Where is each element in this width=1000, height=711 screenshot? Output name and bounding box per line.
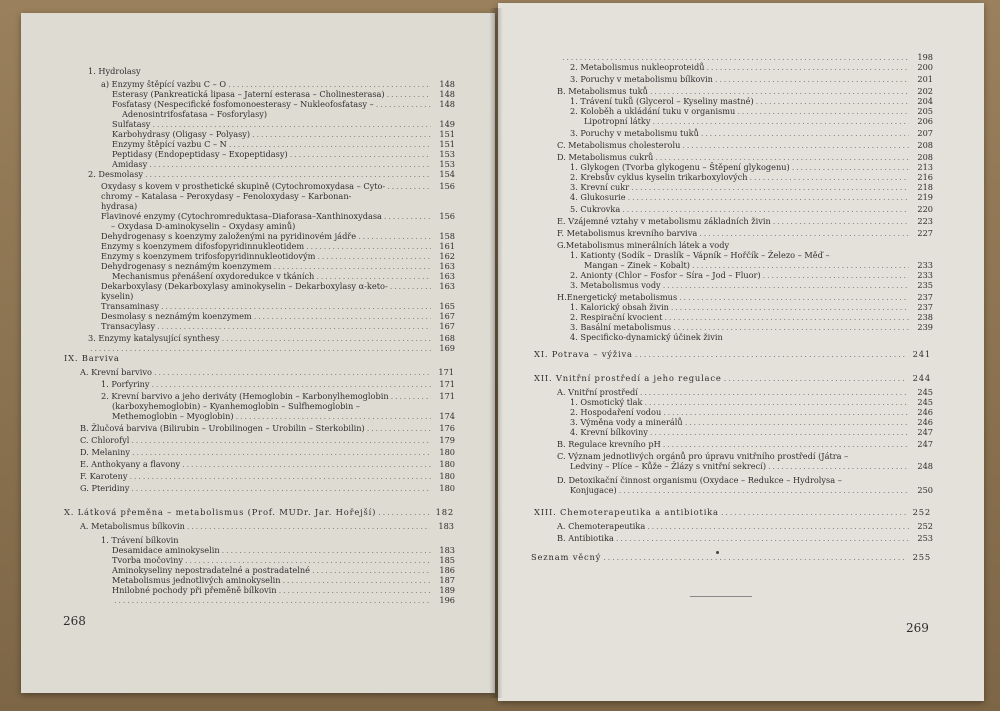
dot-leader — [378, 508, 430, 518]
toc-entry-page: 246 — [917, 417, 933, 427]
toc-entry-title: Mangan – Zinek – Kobalt) — [584, 260, 690, 270]
toc-entry-page: 163 — [439, 271, 455, 281]
toc-entry-page: 248 — [917, 461, 933, 471]
toc-entry-title: Tvorba močoviny — [112, 555, 184, 565]
dot-leader — [384, 212, 431, 222]
dot-leader — [279, 586, 431, 596]
toc-entry-page: 233 — [917, 270, 933, 280]
toc-entry-title: A. Krevní barvivo — [80, 367, 152, 377]
toc-entry-page: 171 — [439, 391, 455, 401]
end-rule — [690, 596, 752, 597]
toc-entry-page: 218 — [917, 182, 933, 192]
dot-leader — [707, 63, 909, 73]
toc-entry-title: Dehydrogenasy s neznámým koenzymem — [101, 261, 272, 271]
toc-entry — [101, 322, 455, 332]
toc-entry-title: Karbohydrasy (Oligasy – Polyasy) — [112, 129, 251, 139]
toc-entry-title: XI. Potrava – výživa — [534, 349, 633, 359]
toc-entry-title: Desamidace aminokyselin — [112, 545, 220, 555]
dot-leader — [154, 368, 430, 378]
toc-entry-title: H.Energetický metabolismus — [557, 292, 678, 302]
toc-entry-title: Methemoglobin – Myoglobin) — [112, 411, 234, 421]
toc-entry-page: 244 — [912, 373, 931, 383]
toc-entry-page: 151 — [439, 129, 455, 139]
toc-entry-page: 179 — [439, 435, 455, 445]
dot-leader — [358, 232, 431, 242]
toc-entry-page: 245 — [917, 397, 933, 407]
toc-entry-title: Enzymy s koenzymem trifosfopyridinnukleotidovým — [101, 251, 316, 261]
dot-leader — [631, 183, 909, 193]
toc-entry-page: 245 — [917, 387, 933, 397]
toc-entry-title: Aminokyseliny nepostradatelné a postradatelné — [112, 565, 310, 575]
dot-leader — [114, 596, 431, 606]
toc-entry-page: 148 — [439, 89, 455, 99]
toc-entry-title: 1. Kationty (Sodík – Draslík – Vápník – Hořčík – Železo – Měď – — [570, 250, 830, 260]
dot-leader — [390, 282, 431, 292]
toc-entry-page: 238 — [917, 312, 933, 322]
toc-entry-title: Hnilobné pochody při přeměně bílkovin — [112, 585, 277, 595]
toc-entry-title: B. Antibiotika — [557, 533, 614, 543]
dot-leader — [131, 484, 431, 494]
dot-leader — [628, 193, 909, 203]
dot-leader — [152, 380, 431, 390]
dot-leader — [622, 205, 909, 215]
toc-entry-page: 247 — [917, 427, 933, 437]
toc-entry-page: 223 — [917, 216, 933, 226]
toc-entry-page: 171 — [438, 367, 454, 377]
toc-entry-title: Ledviny – Plíce – Kůže – Žlázy s vnitřní sekrecí) — [570, 461, 767, 471]
toc-entry-title: Konjugace) — [570, 485, 617, 495]
dot-leader — [367, 424, 431, 434]
dot-leader — [721, 508, 907, 518]
dot-leader — [685, 418, 909, 428]
toc-entry-title: 2. Hospodaření vodou — [570, 407, 662, 417]
toc-entry-title: 2. Respirační kvocient — [570, 312, 663, 322]
toc-entry-page: 252 — [912, 507, 931, 517]
toc-entry-page: 186 — [439, 565, 455, 575]
toc-entry-title: 2. Metabolismus nukleoproteidů — [570, 62, 705, 72]
toc-entry-title: 2. Krebsův cyklus kyselin trikarboxylových — [570, 172, 748, 182]
dot-leader — [391, 392, 431, 402]
dot-leader — [283, 576, 431, 586]
toc-entry-title: 5. Cukrovka — [570, 204, 621, 214]
toc-entry-title: Adenosintrifosfatasa – Fosforylasy) — [122, 109, 268, 119]
dot-leader — [665, 313, 910, 323]
dot-leader — [290, 150, 431, 160]
toc-entry — [112, 150, 455, 160]
toc-chapter-entry — [64, 354, 454, 364]
toc-entry-title: 1. Trávení tuků (Glycerol – Kyseliny mastné) — [570, 96, 754, 106]
toc-entry-title: Seznam věcný — [531, 552, 602, 562]
dot-leader — [149, 160, 431, 170]
dot-leader — [647, 522, 909, 532]
dot-leader — [145, 170, 431, 180]
toc-entry — [112, 160, 455, 170]
toc-entry — [80, 484, 455, 494]
toc-entry — [570, 129, 933, 139]
toc-entry-page: 180 — [439, 471, 455, 481]
toc-entry — [584, 117, 933, 127]
ink-speck — [716, 551, 719, 554]
toc-entry-page: 156 — [439, 211, 455, 221]
toc-entry — [80, 424, 455, 434]
toc-entry-title: – Oxydasa D-aminokyselin – Oxydasy aminů) — [111, 221, 296, 231]
toc-entry-title: Dehydrogenasy s koenzymy založenými na pyridinovém jádře — [101, 231, 357, 241]
toc-entry-title: Flavinové enzymy (Cytochromreduktasa–Diaforasa–Xanthinoxydasa — [101, 211, 382, 221]
toc-entry-page: 216 — [917, 172, 933, 182]
toc-entry-title: C. Význam jednotlivých orgánů pro úpravu vnitřního prostředí (Játra – — [557, 451, 849, 461]
toc-entry-page: 219 — [917, 192, 933, 202]
toc-entry-title: G.Metabolismus minerálních látek a vody — [557, 240, 730, 250]
toc-entry-page: 202 — [917, 86, 933, 96]
toc-entry — [557, 440, 933, 450]
toc-entry-page: 169 — [439, 343, 455, 353]
toc-chapter-entry — [531, 553, 931, 563]
toc-entry-title: 3. Enzymy katalysující synthesy — [88, 333, 220, 343]
toc-entry-page: 167 — [439, 311, 455, 321]
toc-entry-page: 204 — [917, 96, 933, 106]
toc-entry-title: Fosfatasy (Nespecifické fosfomonoesterasy – Nukleofosfatasy – — [112, 99, 374, 109]
toc-entry-page: 154 — [439, 169, 455, 179]
toc-entry-title: 2. Krevní barvivo a jeho deriváty (Hemoglobin – Karbonylhemoglobin — [101, 391, 389, 401]
toc-entry-title: (karboxyhemoglobin) – Kyanhemoglobin – Sulfhemoglobin – — [112, 401, 360, 411]
toc-entry-page: 148 — [439, 79, 455, 89]
left-page-number: 268 — [63, 614, 86, 628]
dot-leader — [640, 388, 909, 398]
toc-entry — [570, 428, 933, 438]
toc-entry-page: 163 — [439, 261, 455, 271]
toc-entry-page: 198 — [917, 52, 933, 62]
dot-leader — [603, 553, 907, 563]
toc-entry-title: 1. Osmotický tlak — [570, 397, 643, 407]
toc-entry-title: Desmolasy s neznámým koenzymem — [101, 311, 252, 321]
dot-leader — [682, 141, 909, 151]
dot-leader — [376, 100, 431, 110]
toc-entry-title: XIII. Chemoterapeutika a antibiotika — [534, 507, 719, 517]
dot-leader — [663, 408, 909, 418]
toc-entry-title: Esterasy (Pankreatická lipasa – Jaterní esterasa – Cholinesterasa) — [112, 89, 385, 99]
toc-entry-page: 189 — [439, 585, 455, 595]
toc-entry-title: E. Anthokyany a flavony — [80, 459, 181, 469]
toc-entry-title: D. Metabolismus cukrů — [557, 152, 654, 162]
toc-entry-page: 183 — [439, 545, 455, 555]
dot-leader — [387, 182, 431, 192]
toc-entry-title: Metabolismus jednotlivých aminokyselin — [112, 575, 281, 585]
toc-chapter-entry — [534, 374, 931, 384]
toc-entry-title: hydrasa) — [101, 201, 138, 211]
dot-leader — [750, 173, 910, 183]
toc-entry-title: 1. Hydrolasy — [88, 66, 141, 76]
toc-entry-page: 156 — [439, 181, 455, 191]
toc-entry-page: 207 — [917, 128, 933, 138]
toc-entry-title: 3. Poruchy v metabolismu tuků — [570, 128, 699, 138]
toc-entry-title: F. Metabolismus krevního barviva — [557, 228, 698, 238]
toc-entry — [570, 333, 933, 343]
toc-entry-page: 239 — [917, 322, 933, 332]
toc-entry-title: a) Enzymy štěpící vazbu C – O — [101, 79, 227, 89]
toc-entry-page: 253 — [917, 533, 933, 543]
toc-entry — [570, 193, 933, 203]
toc-entry-title: B. Metabolismus tuků — [557, 86, 648, 96]
toc-entry-page: 205 — [917, 106, 933, 116]
toc-entry-title: C. Metabolismus cholesterolu — [557, 140, 681, 150]
toc-entry-page: 187 — [439, 575, 455, 585]
toc-chapter-entry — [64, 508, 454, 518]
dot-leader — [756, 97, 909, 107]
toc-entry — [101, 282, 455, 292]
dot-leader — [763, 271, 909, 281]
toc-entry — [101, 192, 455, 202]
toc-entry-page: 208 — [917, 152, 933, 162]
toc-entry-title: 1. Porfyriny — [101, 379, 150, 389]
toc-entry-title: 4. Glukosurie — [570, 192, 626, 202]
dot-leader — [317, 252, 431, 262]
dot-leader — [131, 436, 431, 446]
toc-entry-title: IX. Barviva — [64, 353, 120, 363]
dot-leader — [222, 546, 431, 556]
toc-entry — [112, 586, 455, 596]
toc-entry-page: 200 — [917, 62, 933, 72]
toc-entry-title: A. Chemoterapeutika — [557, 521, 646, 531]
toc-entry-title: 2. Koloběh a ukládání tuku v organismu — [570, 106, 736, 116]
toc-entry-title: Mechanismus přenášení oxydoredukce v tkáních — [112, 271, 315, 281]
toc-entry-title: Transaminasy — [101, 301, 159, 311]
toc-entry — [88, 334, 455, 344]
dot-leader — [724, 374, 907, 384]
toc-entry-title: Oxydasy s kovem v prosthetické skupině (Cytochromoxydasa – Cyto- — [101, 181, 386, 191]
dot-leader — [619, 486, 909, 496]
toc-entry — [557, 217, 933, 227]
dot-leader — [187, 522, 430, 532]
toc-entry-title: 1. Glykogen (Tvorba glykogenu – Štěpení glykogenu) — [570, 162, 790, 172]
toc-entry-page: 183 — [438, 521, 454, 531]
dot-leader — [312, 566, 431, 576]
toc-entry-page: 153 — [439, 149, 455, 159]
dot-leader — [306, 242, 431, 252]
toc-entry — [88, 170, 455, 180]
toc-entry-page: 255 — [912, 552, 931, 562]
toc-chapter-entry — [534, 350, 931, 360]
toc-entry-page: 241 — [912, 349, 931, 359]
toc-entry-title: XII. Vnitřní prostředí a jeho regulace — [534, 373, 722, 383]
toc-entry-page: 180 — [439, 483, 455, 493]
dot-leader — [652, 117, 909, 127]
toc-entry-title: D. Melaniny — [80, 447, 130, 457]
toc-entry-title: X. Látková přeměna – metabolismus (Prof. MUDr. Jar. Hořejší) — [64, 507, 377, 517]
toc-entry-page: 174 — [439, 411, 455, 421]
toc-entry-title: 3. Basální metabolismus — [570, 322, 672, 332]
toc-entry-page: 246 — [917, 407, 933, 417]
dot-leader — [157, 322, 431, 332]
toc-entry-title: 1. Trávení bílkovin — [101, 535, 179, 545]
toc-entry-title: 3. Metabolismus vody — [570, 280, 661, 290]
toc-entry-title: Lipotropní látky — [584, 116, 651, 126]
toc-entry-title: E. Vzájemné vztahy v metabolismu základních živin — [557, 216, 771, 226]
dot-leader — [644, 398, 909, 408]
toc-entry-title: 2. Anionty (Chlor – Fosfor – Síra – Jod – Fluor) — [570, 270, 761, 280]
toc-entry-title: 3. Krevní cukr — [570, 182, 630, 192]
toc-entry-title: A. Vnitřní prostředí — [557, 387, 638, 397]
toc-entry — [88, 344, 455, 354]
dot-leader — [182, 460, 431, 470]
toc-entry-title: A. Metabolismus bílkovin — [80, 521, 185, 531]
toc-entry-title: C. Chlorofyl — [80, 435, 130, 445]
toc-entry-page: 176 — [439, 423, 455, 433]
toc-entry — [88, 67, 456, 77]
toc-entry — [570, 486, 933, 496]
toc-entry — [101, 380, 455, 390]
toc-entry — [570, 75, 933, 85]
toc-entry-page: 182 — [435, 507, 454, 517]
toc-entry-title: Transacylasy — [101, 321, 156, 331]
toc-entry-page: 247 — [917, 439, 933, 449]
toc-entry-page: 168 — [439, 333, 455, 343]
toc-entry-page: 149 — [439, 119, 455, 129]
dot-leader — [635, 350, 907, 360]
dot-leader — [387, 90, 431, 100]
toc-entry-title: D. Detoxikační činnost organismu (Oxydace – Redukce – Hydrolysa – — [557, 475, 842, 485]
toc-entry-title: 1. Kalorický obsah živin — [570, 302, 669, 312]
toc-entry — [80, 436, 455, 446]
toc-entry-page: 237 — [917, 302, 933, 312]
dot-leader — [679, 293, 909, 303]
toc-entry-title: Amidasy — [112, 159, 148, 169]
dot-leader — [715, 75, 909, 85]
toc-entry-title: 4. Specificko-dynamický účinek živin — [570, 332, 723, 342]
toc-entry-title: Sulfatasy — [112, 119, 151, 129]
toc-entry-page: 162 — [439, 251, 455, 261]
toc-entry — [570, 462, 933, 472]
dot-leader — [737, 107, 909, 117]
dot-leader — [663, 440, 909, 450]
dot-leader — [236, 412, 431, 422]
toc-entry-page: 180 — [439, 459, 455, 469]
toc-entry — [122, 110, 455, 120]
toc-entry-title: 3. Poruchy v metabolismu bílkovin — [570, 74, 713, 84]
toc-entry-title: Enzymy štěpící vazbu C – N — [112, 139, 227, 149]
toc-entry-title: Dekarboxylasy (Dekarboxylasy aminokyselin – Dekarboxylasy α-keto- — [101, 281, 388, 291]
toc-entry-title: 2. Desmolasy — [88, 169, 144, 179]
toc-entry-page: 208 — [917, 140, 933, 150]
toc-entry-page: 250 — [917, 485, 933, 495]
dot-leader — [129, 472, 431, 482]
toc-entry — [557, 141, 933, 151]
toc-entry-title: B. Regulace krevního pH — [557, 439, 661, 449]
toc-entry-page: 235 — [917, 280, 933, 290]
toc-entry — [80, 522, 454, 532]
book-gutter — [489, 8, 503, 698]
toc-entry-title: kyselin) — [101, 291, 134, 301]
dot-leader — [254, 312, 431, 322]
dot-leader — [671, 303, 909, 313]
toc-entry-page: 158 — [439, 231, 455, 241]
toc-entry — [570, 281, 933, 291]
toc-entry-page: 227 — [917, 228, 933, 238]
toc-entry-page: 151 — [439, 139, 455, 149]
dot-leader — [650, 428, 909, 438]
toc-entry — [570, 205, 933, 215]
toc-entry — [112, 596, 455, 606]
toc-entry-page: 252 — [917, 521, 933, 531]
dot-leader — [792, 163, 909, 173]
toc-entry — [557, 522, 933, 532]
toc-entry — [80, 472, 455, 482]
toc-entry — [80, 460, 455, 470]
dot-leader — [252, 130, 431, 140]
dot-leader — [616, 534, 909, 544]
toc-entry-page: 163 — [439, 281, 455, 291]
toc-entry — [557, 534, 933, 544]
toc-entry-page: 220 — [917, 204, 933, 214]
toc-entry-page: 153 — [439, 159, 455, 169]
toc-entry-title: chromy – Katalasa – Peroxydasy – Fenoloxydasy – Karbonan- — [101, 191, 352, 201]
toc-entry-title: 3. Výměna vody a minerálů — [570, 417, 683, 427]
toc-entry — [570, 63, 933, 73]
toc-entry-page: 206 — [917, 116, 933, 126]
toc-entry-title: F. Karoteny — [80, 471, 128, 481]
toc-entry — [112, 412, 455, 422]
toc-entry-page: 237 — [917, 292, 933, 302]
toc-entry-page: 213 — [917, 162, 933, 172]
toc-entry-page: 233 — [917, 260, 933, 270]
dot-leader — [699, 229, 909, 239]
dot-leader — [132, 448, 431, 458]
right-page-number: 269 — [906, 621, 929, 635]
toc-entry-page: 180 — [439, 447, 455, 457]
dot-leader — [768, 462, 909, 472]
toc-entry — [80, 368, 454, 378]
toc-entry-title: B. Žlučová barviva (Bilirubin – Urobilinogen – Urobilin – Sterkobilin) — [80, 423, 365, 433]
dot-leader — [701, 129, 909, 139]
toc-entry-page: 171 — [439, 379, 455, 389]
toc-entry-title: G. Pteridiny — [80, 483, 130, 493]
toc-entry-page: 165 — [439, 301, 455, 311]
toc-entry-title: Peptidasy (Endopeptidasy – Exopeptidasy) — [112, 149, 288, 159]
toc-entry-page: 148 — [439, 99, 455, 109]
toc-entry — [557, 229, 933, 239]
dot-leader — [90, 344, 431, 354]
toc-entry-page: 201 — [917, 74, 933, 84]
toc-entry-page: 196 — [439, 595, 455, 605]
dot-leader — [222, 334, 431, 344]
toc-chapter-entry — [534, 508, 931, 518]
dot-leader — [773, 217, 909, 227]
toc-entry-page: 167 — [439, 321, 455, 331]
toc-entry-title: Enzymy s koenzymem difosfopyridinnukleotidem — [101, 241, 305, 251]
toc-entry-page: 161 — [439, 241, 455, 251]
toc-entry-page: 185 — [439, 555, 455, 565]
toc-entry — [80, 448, 455, 458]
toc-entry-title: 4. Krevní bílkoviny — [570, 427, 648, 437]
dot-leader — [663, 281, 909, 291]
